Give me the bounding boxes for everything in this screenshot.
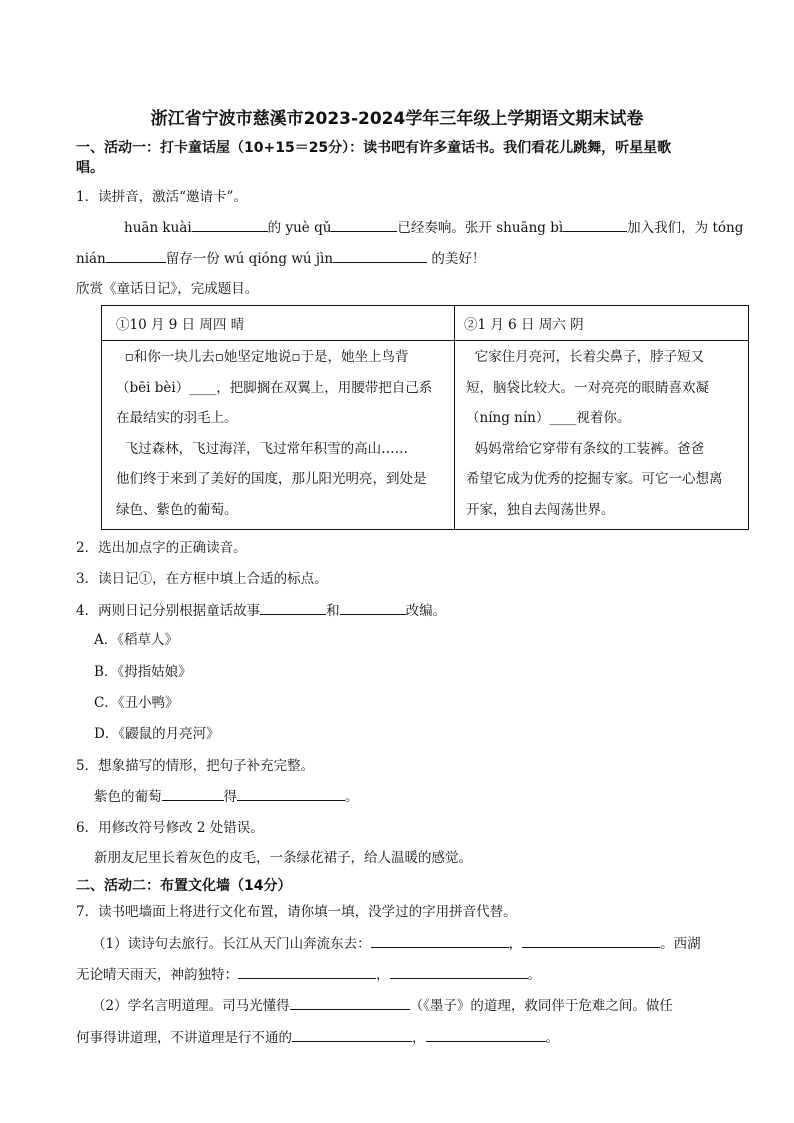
q7-part2-line2 <box>76 1027 559 1048</box>
q7-p1-text-a: （1）读诗句去旅行。长江从天门山奔流东去： <box>92 936 371 952</box>
diary1-line: 在最结实的羽毛上。 <box>116 410 238 426</box>
section2-heading: 二、活动二：布置文化墙（14分） <box>76 878 292 894</box>
q7-part1-line2 <box>76 964 541 985</box>
q7-p1-text-b: ， <box>508 936 523 952</box>
q7-part1-line1 <box>92 933 701 954</box>
diary2-line: 它家住月亮河，长着尖鼻子，脖子短又 <box>466 349 705 365</box>
q1-line1 <box>124 217 743 238</box>
q5-text-c: 。 <box>345 789 359 805</box>
q7-label: 7．读书吧墙面上将进行文化布置，请你填一填，没学过的字用拼音代替。 <box>76 904 517 920</box>
q7-p2-blank-2[interactable] <box>292 1027 412 1042</box>
appreciate-instruction: 欣赏《童话日记》，完成题目。 <box>76 281 259 297</box>
diary1-line: 飞过森林，飞过海洋，飞过常年积雪的高山…… <box>116 440 409 457</box>
q7-p1-blank-1[interactable] <box>371 933 509 948</box>
diary-table <box>101 305 749 530</box>
table-divider-horizontal <box>102 340 748 341</box>
q5-label: 5．想象描写的情形，把句子补充完整。 <box>76 758 315 774</box>
q5-text-a: 紫色的葡萄 <box>94 789 162 805</box>
section1-heading: 一、活动一：打卡童话屋（10+15＝25分）：读书吧有许多童话书。我们看花儿跳舞，听星星歌 <box>76 140 672 156</box>
q5-blank-2[interactable] <box>237 786 345 801</box>
diary2-line: 妈妈常给它穿带有条纹的工装裤。爸爸 <box>466 440 705 457</box>
q7-p1-blank-4[interactable] <box>390 964 528 979</box>
diary2-line: 短，脑袋比较大。一对亮亮的眼睛喜欢凝 <box>466 379 709 396</box>
pinyin-shuangbi: 已经奏响。张开 shuāng bì <box>397 220 564 236</box>
q4-label <box>76 600 446 621</box>
blank-1[interactable] <box>192 217 268 232</box>
q4-blank-1[interactable] <box>260 600 326 615</box>
q4-option-b[interactable]: B．《拇指姑娘》 <box>94 664 192 680</box>
q6-sentence: 新朋友尼里长着灰色的皮毛，一条绿花裙子，给人温暖的感觉。 <box>94 850 472 866</box>
q4-text-b: 和 <box>326 603 340 619</box>
q5-sentence <box>94 786 359 807</box>
q7-p2-text-b: （《墨子》的道理，救同伴于危难之间。做任 <box>409 998 673 1014</box>
pinyin-wuqiongwujin: 留存一份 wú qióng wú jìn <box>165 251 334 267</box>
q7-p2-text-e: 。 <box>545 1030 559 1046</box>
q7-p1-text-c: 。西湖 <box>660 936 701 952</box>
q5-text-b: 得 <box>223 789 237 805</box>
q7-part2-line1 <box>92 995 673 1016</box>
diary2-header: ②1 月 6 日 周六 阴 <box>464 317 584 333</box>
q7-p1-text-d: 无论晴天雨天，神韵独特： <box>76 967 238 983</box>
diary1-line: 他们终于来到了美好的国度，那儿阳光明亮，到处是 <box>116 471 427 487</box>
pinyin-tong: 加入我们，为 tóng <box>627 220 744 236</box>
diary2-body <box>466 342 746 525</box>
q6-label: 6．用修改符号修改 2 处错误。 <box>76 820 264 836</box>
q4-option-d[interactable]: D．《鼹鼠的月亮河》 <box>94 726 220 742</box>
diary2-line: 开家，独自去闯荡世界。 <box>466 501 615 518</box>
pinyin-huankuai: huān kuài <box>124 220 192 236</box>
q7-p1-blank-2[interactable] <box>522 933 660 948</box>
q1-line2-end: 的美好！ <box>427 251 486 267</box>
q7-p2-text-a: （2）学名言明道理。司马光懂得 <box>92 998 290 1014</box>
q1-label: 1．读拼音，激活“邀请卡”。 <box>76 189 247 205</box>
q7-p1-blank-3[interactable] <box>238 964 376 979</box>
blank-2[interactable] <box>331 217 397 232</box>
q7-p2-text-c: 何事得讲道理，不讲道理是行不通的 <box>76 1030 292 1046</box>
pinyin-yuequ: 的 yuè qǔ <box>267 220 332 236</box>
blank-5[interactable] <box>333 248 427 263</box>
q4-blank-2[interactable] <box>340 600 406 615</box>
q2-label: 2．选出加点字的正确读音。 <box>76 540 247 556</box>
q4-text-a: 4．两则日记分别根据童话故事 <box>76 603 261 619</box>
diary1-line: 绿色、紫色的葡萄。 <box>116 501 238 518</box>
diary1-line: ▫和你一块儿去▫她坚定地说▫于是，她坐上鸟背 <box>116 349 409 365</box>
q7-p2-blank-1[interactable] <box>290 995 410 1010</box>
section1-heading-cont: 唱。 <box>76 160 104 176</box>
diary2-line: （níng nín）____视着你。 <box>466 410 631 426</box>
q7-p1-text-e: ， <box>376 967 390 983</box>
diary1-body <box>116 342 452 525</box>
blank-3[interactable] <box>563 217 627 232</box>
q1-line2 <box>76 248 485 269</box>
q4-option-c[interactable]: C．《丑小鸭》 <box>94 695 179 711</box>
q5-blank-1[interactable] <box>162 786 224 801</box>
blank-4[interactable] <box>106 248 166 263</box>
q4-text-c: 改编。 <box>405 603 447 619</box>
diary2-line: 希望它成为优秀的挖掘专家。可它一心想离 <box>466 471 723 487</box>
diary1-header: ①10 月 9 日 周四 晴 <box>116 317 245 333</box>
q4-option-a[interactable]: A．《稻草人》 <box>94 632 178 648</box>
pinyin-nian: nián <box>76 251 106 267</box>
q7-p2-text-d: ， <box>412 1030 426 1046</box>
diary1-line: （bēi bèi）____，把脚搁在双翼上，用腰带把自己系 <box>116 379 433 396</box>
q7-p2-blank-3[interactable] <box>426 1027 546 1042</box>
q7-p1-text-f: 。 <box>527 967 541 983</box>
q3-label: 3．读日记①，在方框中填上合适的标点。 <box>76 571 328 587</box>
page-title: 浙江省宁波市慈溪市2023-2024学年三年级上学期语文期末试卷 <box>150 109 644 129</box>
